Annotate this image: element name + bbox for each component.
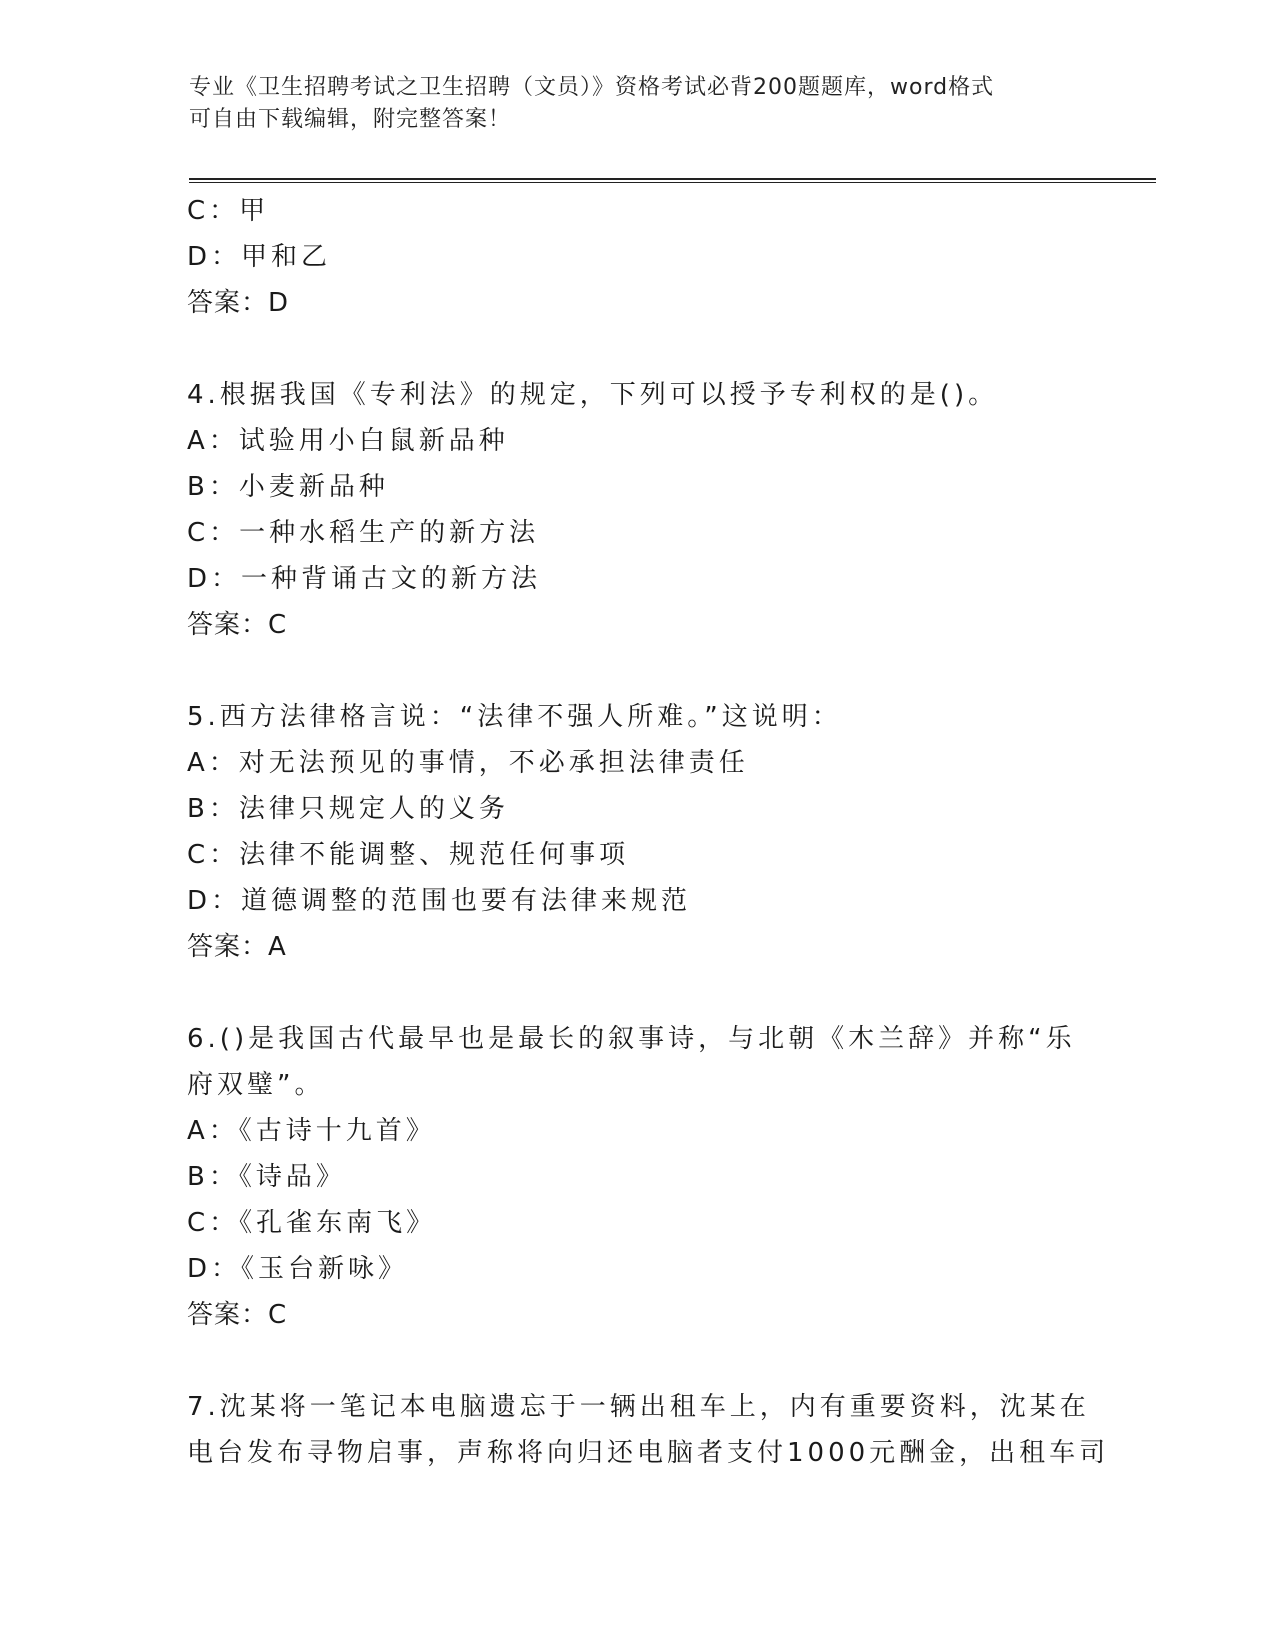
option-b: B：小麦新品种 [187,472,389,502]
question-text-line-1: 6.()是我国古代最早也是最长的叙事诗，与北朝《木兰辞》并称“乐 [187,1024,1076,1054]
question-7 [187,1384,1110,1476]
question-4 [187,372,1087,648]
spacer [187,1338,1087,1384]
option-c: C：《孔雀东南飞》 [187,1208,437,1238]
option-c: C：法律不能调整、规范任何事项 [187,840,630,870]
option-b: B：法律只规定人的义务 [187,794,509,824]
question-text: 5.西方法律格言说：“法律不强人所难。”这说明： [187,702,842,732]
question-3 [187,188,1087,326]
question-text-line-2: 府双璧”。 [187,1070,325,1100]
document-header [189,72,1089,136]
header-divider-thick [189,178,1156,180]
option-a: A：《古诗十九首》 [187,1116,436,1146]
spacer [187,648,1087,694]
question-text: 4.根据我国《专利法》的规定，下列可以授予专利权的是()。 [187,380,999,410]
header-title-line-2: 可自由下载编辑，附完整答案！ [189,107,512,132]
option-a: A：对无法预见的事情，不必承担法律责任 [187,748,749,778]
question-list [187,188,1110,1476]
option-b: B：《诗品》 [187,1162,346,1192]
question-text-line-2: 电台发布寻物启事，声称将向归还电脑者支付1000元酬金，出租车司 [187,1438,1110,1468]
header-divider-thin [189,182,1156,183]
option-a: A：试验用小白鼠新品种 [187,426,509,456]
answer: 答案：C [187,610,288,640]
header-title-line-1: 专业《卫生招聘考试之卫生招聘（文员）》资格考试必背200题题库，word格式 [189,75,995,100]
option-c: C：甲 [187,196,270,226]
question-5 [187,694,1087,970]
option-d: D：《玉台新咏》 [187,1254,409,1284]
question-6 [187,1016,1087,1338]
option-d: D：甲和乙 [187,242,332,272]
spacer [187,970,1087,1016]
option-d: D：道德调整的范围也要有法律来规范 [187,886,692,916]
answer: 答案：D [187,288,290,318]
answer: 答案：C [187,1300,288,1330]
option-c: C：一种水稻生产的新方法 [187,518,540,548]
option-d: D：一种背诵古文的新方法 [187,564,542,594]
answer: 答案：A [187,932,287,962]
spacer [187,326,1087,372]
question-text-line-1: 7.沈某将一笔记本电脑遗忘于一辆出租车上，内有重要资料，沈某在 [187,1392,1090,1422]
